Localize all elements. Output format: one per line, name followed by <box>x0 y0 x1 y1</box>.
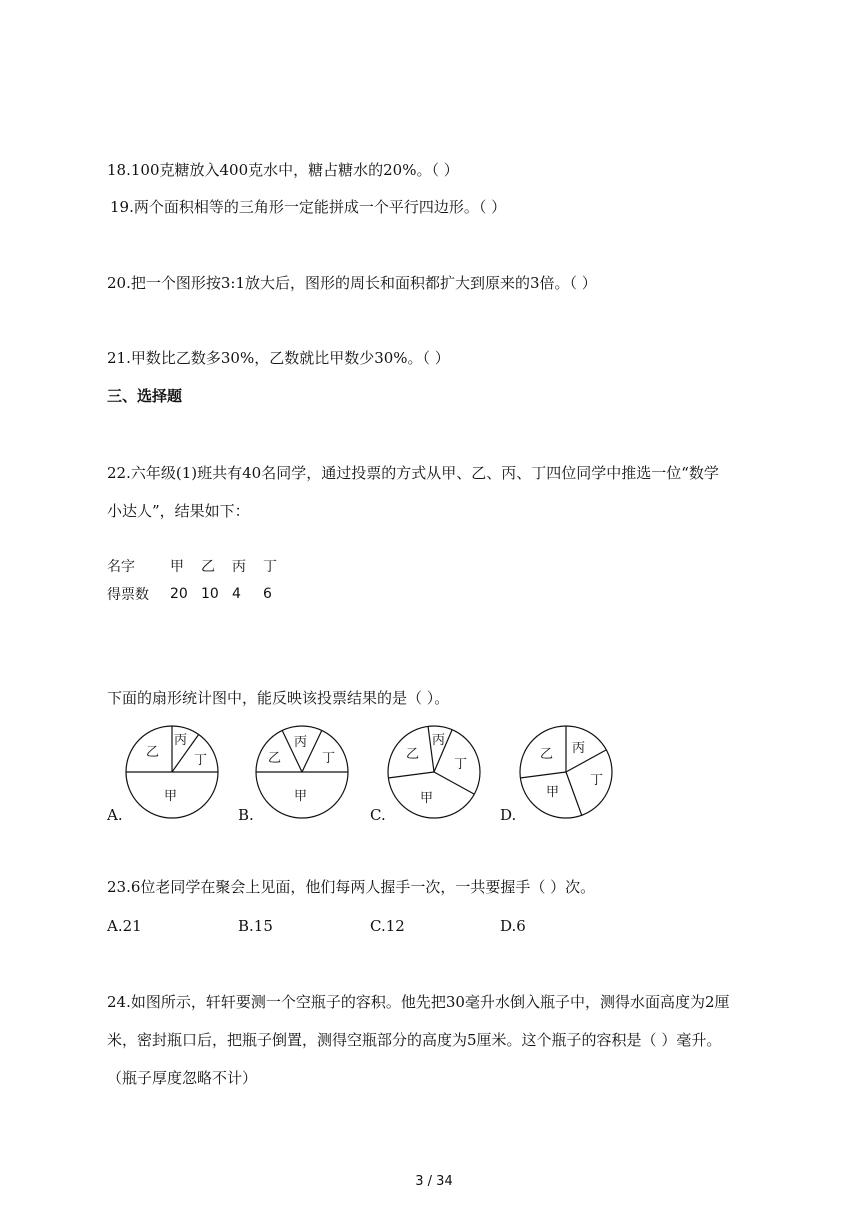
pie-d-label-yi: 乙 <box>540 747 554 762</box>
pie-d-label-ding: 丁 <box>590 773 604 788</box>
pie-b-label-ding: 丁 <box>322 751 336 766</box>
pie-option-a[interactable]: A. <box>107 806 123 824</box>
question-18: 18.100克糖放入400克水中，糖占糖水的20%。（ ） <box>107 161 459 179</box>
header-yi: 乙 <box>201 559 215 575</box>
pie-option-b[interactable]: B. <box>238 806 254 824</box>
pie-d-label-bing: 丙 <box>572 741 586 756</box>
pie-a-label-yi: 乙 <box>146 745 160 760</box>
question-22-line-2: 小达人”，结果如下： <box>107 502 250 520</box>
q23-option-b[interactable]: B.15 <box>238 917 273 935</box>
question-24-line-1: 24.如图所示，轩轩要测一个空瓶子的容积。他先把30毫升水倒入瓶子中，测得水面高度为2厘 <box>107 993 730 1011</box>
question-20: 20.把一个图形按3:1放大后，图形的周长和面积都扩大到原来的3倍。（ ） <box>107 274 597 292</box>
q23-option-a[interactable]: A.21 <box>107 917 142 935</box>
question-19: 19.两个面积相等的三角形一定能拼成一个平行四边形。（ ） <box>110 198 507 216</box>
pie-b-label-yi: 乙 <box>268 751 282 766</box>
votes-ding: 6 <box>263 586 272 602</box>
question-24-line-3: （瓶子厚度忽略不计） <box>107 1069 258 1087</box>
question-22-line-1: 22.六年级(1)班共有40名同学，通过投票的方式从甲、乙、丙、丁四位同学中推选一位“数学 <box>107 464 719 482</box>
page-number: 3 / 34 <box>415 1174 453 1189</box>
pie-c-label-yi: 乙 <box>406 747 420 762</box>
question-23: 23.6位老同学在聚会上见面，他们每两人握手一次，一共要握手（ ）次。 <box>107 878 596 896</box>
pie-a-label-jia: 甲 <box>164 789 178 804</box>
pie-a-label-ding: 丁 <box>194 753 208 768</box>
vote-table <box>107 552 294 608</box>
vote-table-row <box>107 580 294 608</box>
header-jia: 甲 <box>170 559 184 575</box>
pie-c-label-jia: 甲 <box>420 791 434 806</box>
pie-c-label-bing: 丙 <box>432 733 446 748</box>
votes-bing: 4 <box>232 586 241 602</box>
q23-option-d[interactable]: D.6 <box>500 917 526 935</box>
votes-yi: 10 <box>201 586 219 602</box>
question-24-line-2: 米，密封瓶口后，把瓶子倒置，测得空瓶部分的高度为5厘米。这个瓶子的容积是（ ）毫升。 <box>107 1031 722 1049</box>
section-3-title: 三、选择题 <box>107 387 183 405</box>
pie-chart-d <box>518 724 614 820</box>
pie-chart-c <box>386 724 482 820</box>
vote-table-header <box>107 552 294 580</box>
header-ding: 丁 <box>263 559 277 575</box>
pie-b-label-bing: 丙 <box>294 735 308 750</box>
pie-b-label-jia: 甲 <box>294 789 308 804</box>
pie-chart-a <box>124 724 220 820</box>
header-name: 名字 <box>107 559 135 575</box>
pie-c-label-ding: 丁 <box>454 757 468 772</box>
row-label: 得票数 <box>107 587 149 603</box>
pie-d-label-jia: 甲 <box>546 785 560 800</box>
question-22-prompt: 下面的扇形统计图中，能反映该投票结果的是（ ）。 <box>107 689 450 707</box>
pie-chart-b <box>254 724 350 820</box>
q23-option-c[interactable]: C.12 <box>370 917 405 935</box>
pie-a-label-bing: 丙 <box>174 733 188 748</box>
pie-option-d[interactable]: D. <box>500 806 517 824</box>
header-bing: 丙 <box>232 559 246 575</box>
question-21: 21.甲数比乙数多30%，乙数就比甲数少30%。（ ） <box>107 349 450 367</box>
votes-jia: 20 <box>170 586 188 602</box>
pie-option-c[interactable]: C. <box>370 806 386 824</box>
